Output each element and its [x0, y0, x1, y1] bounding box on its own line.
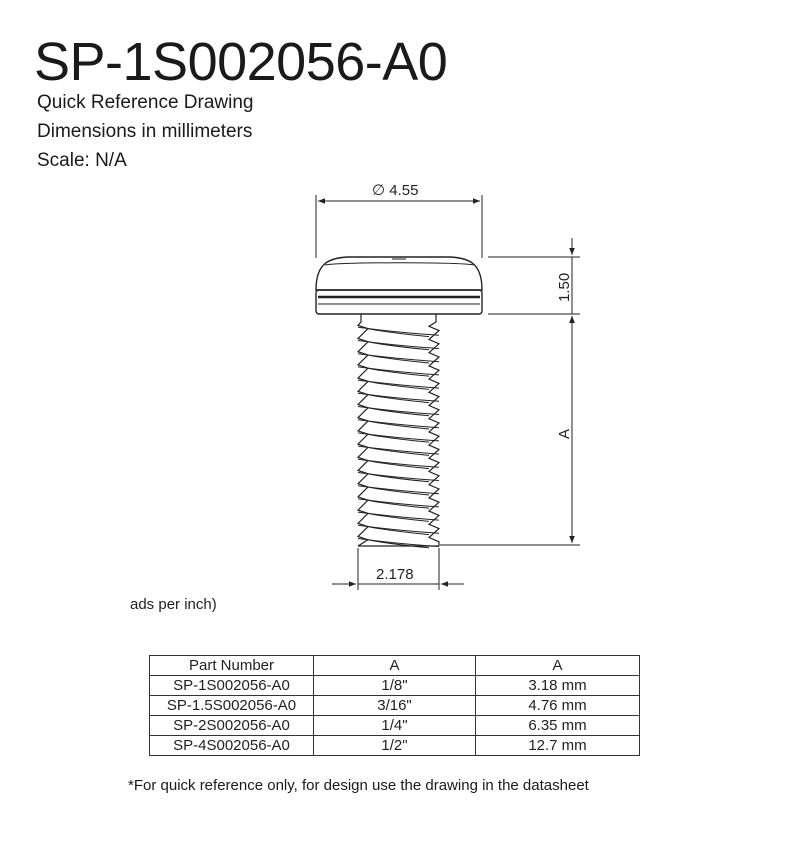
- head-diameter-dimension: [316, 195, 482, 258]
- scale-label: Scale: N/A: [37, 150, 127, 171]
- thread-root-line: [358, 499, 439, 507]
- part-number-title: SP-1S002056-A0: [34, 32, 448, 92]
- table-row: [150, 696, 640, 716]
- thread-root-line: [358, 433, 439, 441]
- thread-root-line: [358, 341, 439, 349]
- cell-length-mm: 4.76 mm: [476, 696, 640, 716]
- cell-length-mm: 3.18 mm: [476, 676, 640, 696]
- table-header-row: [150, 656, 640, 676]
- cell-part-number: SP-2S002056-A0: [150, 716, 314, 736]
- column-header-part-number: Part Number: [150, 656, 314, 676]
- column-header-a-mm: A: [476, 656, 640, 676]
- cell-part-number: SP-4S002056-A0: [150, 736, 314, 756]
- thread-root-line: [358, 393, 439, 401]
- cell-length-mm: 12.7 mm: [476, 736, 640, 756]
- table-row: [150, 676, 640, 696]
- head-height-label: 1.50: [556, 272, 573, 302]
- screw-threads: [358, 314, 439, 548]
- dimension-table: [149, 655, 640, 756]
- thread-root-line: [358, 459, 439, 467]
- thread-note: ads per inch): [130, 596, 217, 613]
- units-label: Dimensions in millimeters: [37, 121, 253, 142]
- thread-root-line: [358, 446, 439, 454]
- screw-head: [316, 257, 482, 314]
- table-row: [150, 736, 640, 756]
- thread-root-line: [358, 354, 439, 362]
- thread-root-line: [358, 327, 439, 335]
- cell-part-number: SP-1S002056-A0: [150, 676, 314, 696]
- length-label: A: [556, 428, 573, 439]
- cell-length-inch: 1/2": [314, 736, 476, 756]
- thread-root-line: [358, 525, 439, 533]
- cell-length-inch: 3/16": [314, 696, 476, 716]
- thread-left-profile: [358, 314, 368, 546]
- thread-root-line: [358, 407, 439, 415]
- cell-part-number: SP-1.5S002056-A0: [150, 696, 314, 716]
- footnote: *For quick reference only, for design use the drawing in the datasheet: [128, 777, 589, 794]
- cell-length-inch: 1/8": [314, 676, 476, 696]
- column-header-a-inch: A: [314, 656, 476, 676]
- cell-length-inch: 1/4": [314, 716, 476, 736]
- thread-diameter-label: 2.178: [376, 566, 414, 583]
- cell-length-mm: 6.35 mm: [476, 716, 640, 736]
- thread-root-line: [358, 473, 439, 481]
- thread-root-line: [358, 512, 439, 520]
- table-row: [150, 716, 640, 736]
- thread-root-line: [358, 420, 439, 428]
- thread-root-line: [358, 367, 439, 375]
- thread-root-line: [358, 486, 439, 494]
- thread-root-line: [358, 539, 439, 547]
- thread-root-line: [358, 380, 439, 388]
- drawing-type-label: Quick Reference Drawing: [37, 92, 254, 113]
- head-diameter-label: ∅ 4.55: [372, 182, 419, 199]
